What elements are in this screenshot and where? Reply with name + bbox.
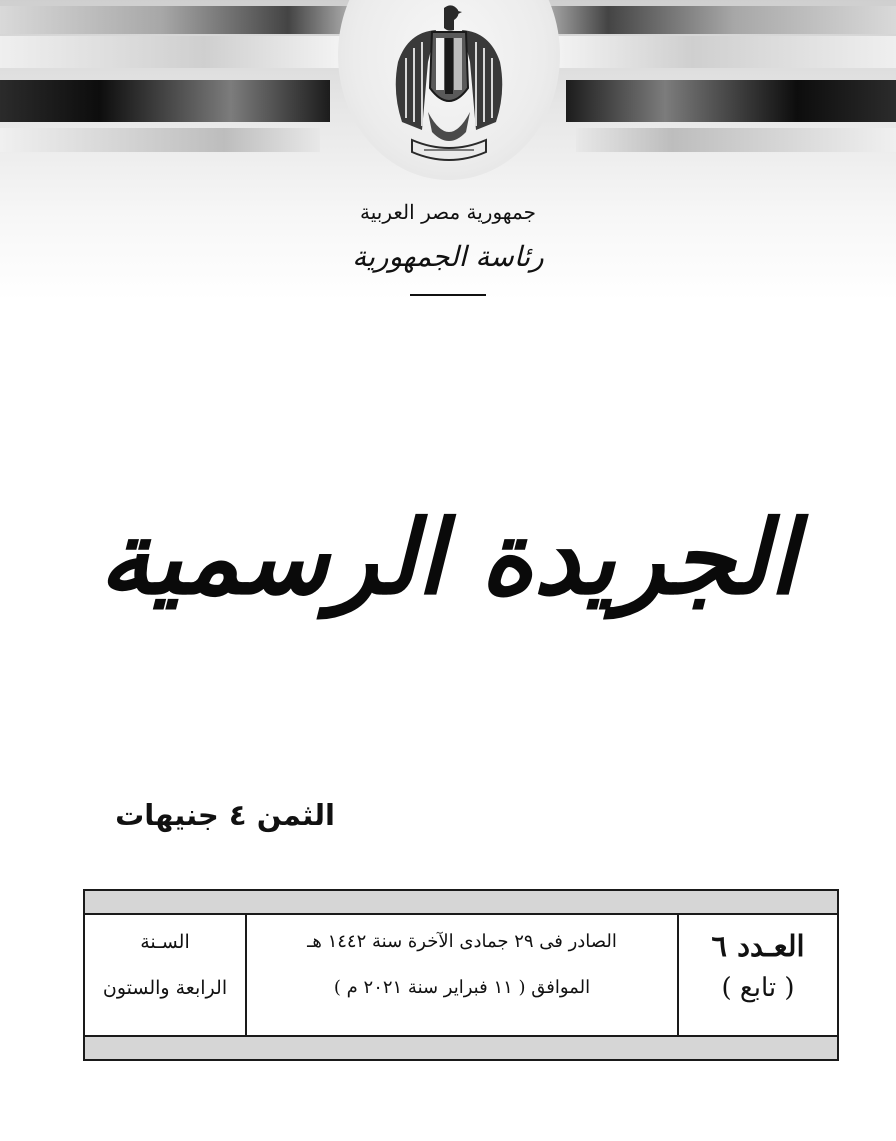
gregorian-date: الموافق ( ١١ فبراير سنة ٢٠٢١ م ) <box>333 977 591 998</box>
egypt-eagle-emblem-icon <box>388 2 510 170</box>
country-name: جمهورية مصر العربية <box>360 200 536 224</box>
year-cell <box>85 915 247 1037</box>
hijri-date: الصادر فى ٢٩ جمادى الآخرة سنة ١٤٤٢ هـ <box>307 931 617 952</box>
price-label: الثمن ٤ جنيهات <box>115 798 335 832</box>
banner-stripe <box>566 80 896 122</box>
banner-stripe <box>556 36 896 68</box>
banner-stripe <box>536 6 896 34</box>
banner-stripe <box>0 128 320 152</box>
banner-stripe <box>0 80 330 122</box>
info-box-bottom-bar <box>85 1035 837 1059</box>
banner-stripe <box>0 36 340 68</box>
banner-stripe <box>576 128 896 152</box>
issue-cell <box>679 915 837 1037</box>
presidency-name: رئاسة الجمهورية <box>352 240 544 273</box>
date-cell <box>247 915 679 1037</box>
gazette-title: الجريدة الرسمية <box>98 498 797 618</box>
issue-info-box <box>83 889 839 1061</box>
year-label: السـنة <box>140 931 190 953</box>
banner-stripe <box>0 6 360 34</box>
year-value: الرابعة والستون <box>102 977 228 999</box>
issue-supplement: ( تابع ) <box>721 973 795 1003</box>
info-box-top-bar <box>85 891 837 915</box>
presidency-underline <box>410 294 486 296</box>
issue-number: العـدد ٦ <box>711 929 805 963</box>
